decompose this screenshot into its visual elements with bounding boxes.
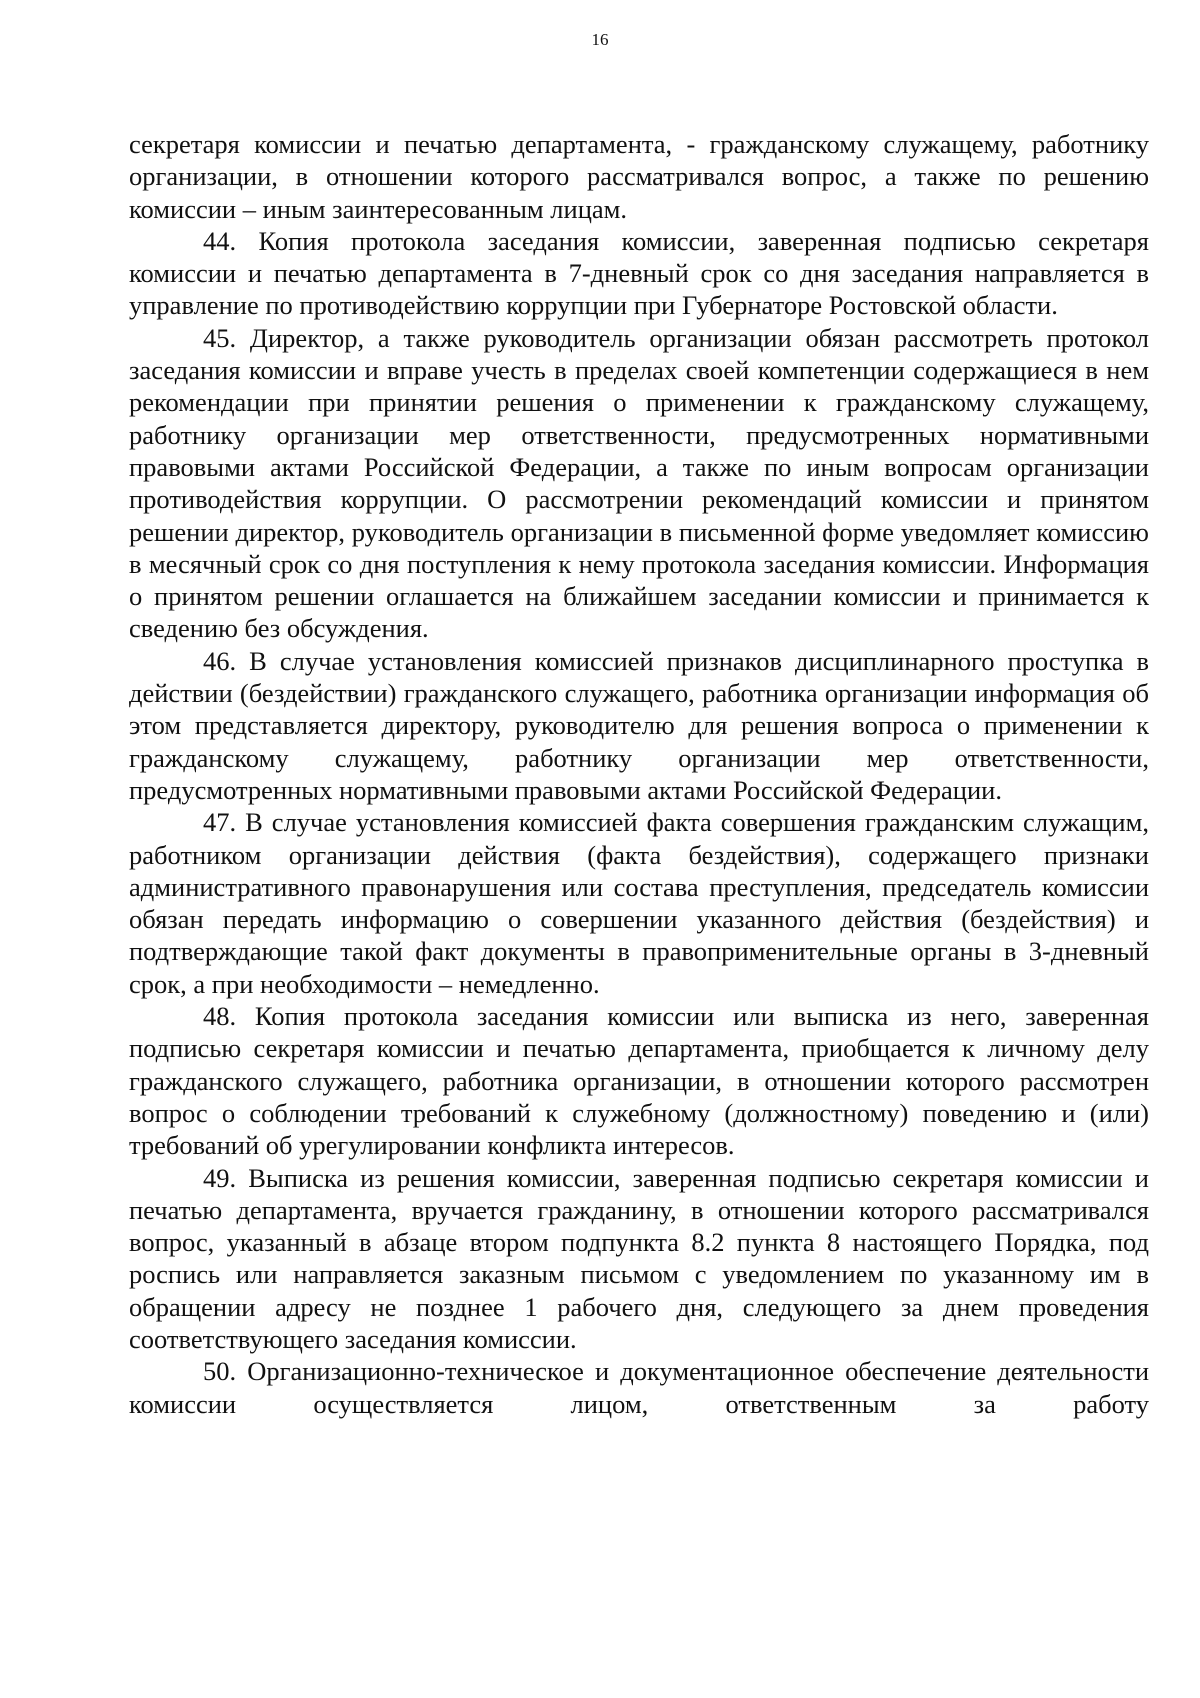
paragraph-47: 47. В случае установления комиссией факта совершения гражданским служащим, работником организации действия (факта бездействия), содержащего признаки административного правонарушения или состава преступления, председатель комиссии обязан передать информацию о совершении указанного действия (бездействия) и подтверждающие такой факт документы в правоприменительные органы в 3-дневный срок, а при необходимости – немедленно.	[129, 807, 1149, 999]
paragraph-continuation: секретаря комиссии и печатью департамента, - гражданскому служащему, работнику организации, в отношении которого рассматривался вопрос, а также по решению комиссии – иным заинтересованным лицам.	[129, 129, 1149, 224]
paragraph-48: 48. Копия протокола заседания комиссии или выписка из него, заверенная подписью секретаря комиссии и печатью департамента, приобщается к личному делу гражданского служащего, работника организации, в отношении которого рассмотрен вопрос о соблюдении требований к служебному (должностному) поведению и (или) требований об урегулировании конфликта интересов.	[129, 1001, 1149, 1161]
paragraph-46: 46. В случае установления комиссией признаков дисциплинарного проступка в действии (бездействии) гражданского служащего, работника организации информация об этом представляется директору, руководителю для решения вопроса о применении к гражданскому служащему, работнику организации мер ответственности, предусмотренных нормативными правовыми актами Российской Федерации.	[129, 645, 1149, 805]
paragraph-50: 50. Организационно-техническое и документационное обеспечение деятельности комиссии осуществляется лицом, ответственным за работу	[129, 1356, 1149, 1419]
paragraph-45: 45. Директор, а также руководитель организации обязан рассмотреть протокол заседания комиссии и вправе учесть в пределах своей компетенции содержащиеся в нем рекомендации при принятии решения о применении к гражданскому служащему, работнику организации мер ответственности, предусмотренных нормативными правовыми актами Российской Федерации, а также по иным вопросам организации противодействия коррупции. О рассмотрении рекомендаций комиссии и принятом решении директор, руководитель организации в письменной форме уведомляет комиссию в месячный срок со дня поступления к нему протокола заседания комиссии. Информация о принятом решении оглашается на ближайшем заседании комиссии и принимается к сведению без обсуждения.	[129, 322, 1149, 644]
paragraph-44: 44. Копия протокола заседания комиссии, заверенная подписью секретаря комиссии и печатью департамента в 7-дневный срок со дня заседания направляется в управление по противодействию коррупции при Губернаторе Ростовской области.	[129, 225, 1149, 321]
paragraph-49: 49. Выписка из решения комиссии, заверенная подписью секретаря комиссии и печатью департамента, вручается гражданину, в отношении которого рассматривался вопрос, указанный в абзаце втором подпункта 8.2 пункта 8 настоящего Порядка, под роспись или направляется заказным письмом с уведомлением по указанному им в обращении адресу не позднее 1 рабочего дня, следующего за днем проведения соответствующего заседания комиссии.	[129, 1162, 1149, 1354]
page-number: 16	[591, 30, 609, 49]
document-body	[129, 128, 1149, 1420]
